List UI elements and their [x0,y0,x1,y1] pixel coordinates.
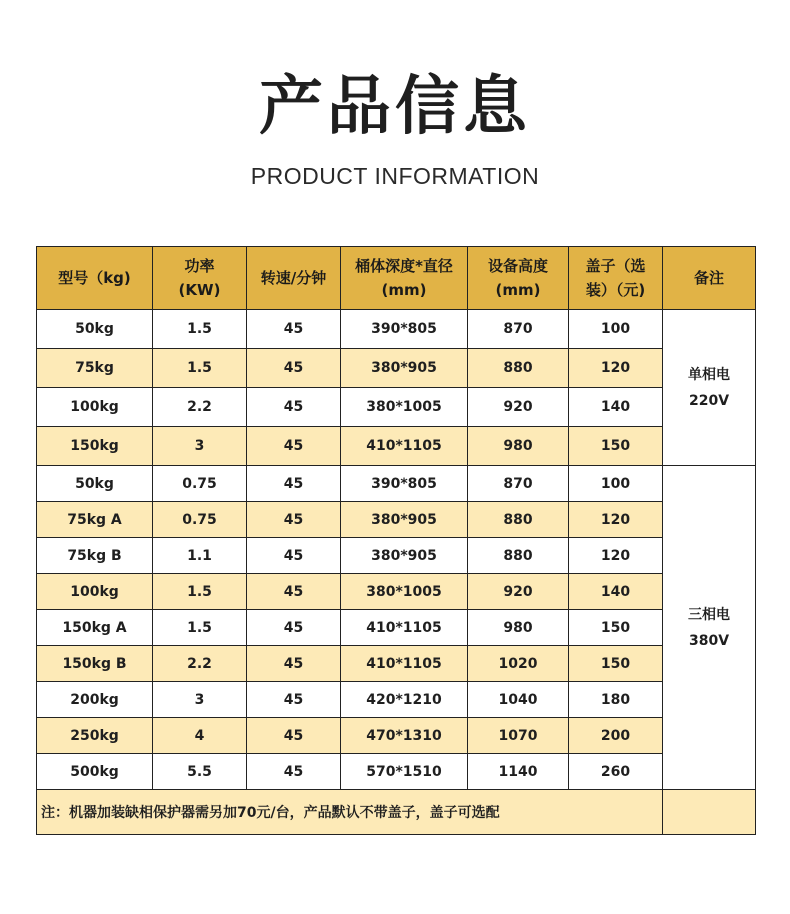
note-line: 单相电 [688,366,730,383]
header-line: 功率 [184,257,215,275]
table-row [37,718,756,754]
header-line: 桶体深度*直径 [355,257,453,275]
cell-model: 75kg [37,349,153,388]
cell-height: 870 [468,466,569,502]
cell-speed: 45 [247,349,341,388]
cell-power: 4 [153,718,247,754]
header-height [468,247,569,310]
cell-drum-size: 570*1510 [341,754,468,790]
cell-note-group-1 [663,310,756,466]
cell-model: 100kg [37,574,153,610]
header-lid [569,247,663,310]
cell-speed: 45 [247,754,341,790]
table-header-row [37,247,756,310]
cell-drum-size: 390*805 [341,310,468,349]
cell-power: 3 [153,427,247,466]
cell-speed: 45 [247,574,341,610]
cell-drum-size: 410*1105 [341,610,468,646]
cell-height: 1020 [468,646,569,682]
cell-power: 2.2 [153,646,247,682]
cell-height: 1040 [468,682,569,718]
cell-model: 75kg A [37,502,153,538]
cell-lid-price: 140 [569,574,663,610]
table-row [37,574,756,610]
cell-speed: 45 [247,388,341,427]
cell-lid-price: 260 [569,754,663,790]
header-power [153,247,247,310]
cell-speed: 45 [247,718,341,754]
cell-lid-price: 140 [569,388,663,427]
cell-lid-price: 100 [569,466,663,502]
cell-note-group-2 [663,466,756,790]
cell-speed: 45 [247,466,341,502]
header-line: 转速/分钟 [260,269,327,287]
header-drum-size [341,247,468,310]
header-note [663,247,756,310]
cell-drum-size: 470*1310 [341,718,468,754]
header-line: (KW) [178,281,221,299]
table-footer-row [37,790,756,835]
cell-lid-price: 180 [569,682,663,718]
cell-drum-size: 390*805 [341,466,468,502]
cell-height: 1140 [468,754,569,790]
header-line: 型号（kg) [58,269,131,287]
cell-model: 50kg [37,310,153,349]
cell-height: 870 [468,310,569,349]
cell-model: 100kg [37,388,153,427]
cell-speed: 45 [247,538,341,574]
cell-drum-size: 380*1005 [341,388,468,427]
product-spec-table [36,246,756,835]
cell-lid-price: 150 [569,646,663,682]
cell-power: 0.75 [153,466,247,502]
cell-power: 2.2 [153,388,247,427]
cell-power: 3 [153,682,247,718]
cell-lid-price: 200 [569,718,663,754]
footer-empty-cell [663,790,756,835]
cell-model: 50kg [37,466,153,502]
table-row [37,310,756,349]
header-line: 设备高度 [487,257,548,275]
cell-speed: 45 [247,427,341,466]
table-row [37,388,756,427]
note-line: 三相电 [688,606,730,623]
cell-height: 880 [468,538,569,574]
header-line: 盖子（选 [585,257,646,275]
header-line: (mm) [495,281,541,299]
cell-power: 1.5 [153,349,247,388]
cell-height: 980 [468,610,569,646]
cell-lid-price: 100 [569,310,663,349]
cell-lid-price: 150 [569,427,663,466]
table-row [37,427,756,466]
cell-power: 1.5 [153,574,247,610]
cell-drum-size: 410*1105 [341,646,468,682]
footer-note: 注：机器加装缺相保护器需另加70元/台，产品默认不带盖子，盖子可选配 [37,790,663,835]
cell-model: 75kg B [37,538,153,574]
cell-speed: 45 [247,646,341,682]
table-row [37,646,756,682]
cell-lid-price: 150 [569,610,663,646]
cell-drum-size: 380*905 [341,349,468,388]
table-row [37,538,756,574]
table-row [37,610,756,646]
cell-power: 1.5 [153,310,247,349]
cell-lid-price: 120 [569,502,663,538]
cell-model: 500kg [37,754,153,790]
page-subtitle: PRODUCT INFORMATION [250,163,540,189]
cell-drum-size: 410*1105 [341,427,468,466]
cell-model: 250kg [37,718,153,754]
header-line: 装）（元) [585,281,646,299]
cell-height: 1070 [468,718,569,754]
cell-height: 880 [468,349,569,388]
cell-model: 150kg A [37,610,153,646]
cell-speed: 45 [247,310,341,349]
cell-drum-size: 420*1210 [341,682,468,718]
table-body [37,310,756,835]
cell-height: 880 [468,502,569,538]
cell-model: 150kg B [37,646,153,682]
note-line: 220V [688,392,730,409]
page-title: 产品信息 [259,70,531,144]
cell-power: 0.75 [153,502,247,538]
cell-height: 920 [468,574,569,610]
cell-height: 980 [468,427,569,466]
cell-speed: 45 [247,682,341,718]
header-model [37,247,153,310]
cell-model: 150kg [37,427,153,466]
header-line: (mm) [381,281,427,299]
cell-power: 1.1 [153,538,247,574]
header-line: 备注 [693,269,724,287]
cell-speed: 45 [247,502,341,538]
table-row [37,502,756,538]
note-line: 380V [688,632,730,649]
cell-drum-size: 380*1005 [341,574,468,610]
cell-lid-price: 120 [569,349,663,388]
cell-lid-price: 120 [569,538,663,574]
cell-speed: 45 [247,610,341,646]
header-speed [247,247,341,310]
cell-height: 920 [468,388,569,427]
table-row [37,466,756,502]
table-row [37,682,756,718]
cell-power: 5.5 [153,754,247,790]
cell-model: 200kg [37,682,153,718]
table-row [37,754,756,790]
cell-drum-size: 380*905 [341,538,468,574]
cell-drum-size: 380*905 [341,502,468,538]
cell-power: 1.5 [153,610,247,646]
table-row [37,349,756,388]
